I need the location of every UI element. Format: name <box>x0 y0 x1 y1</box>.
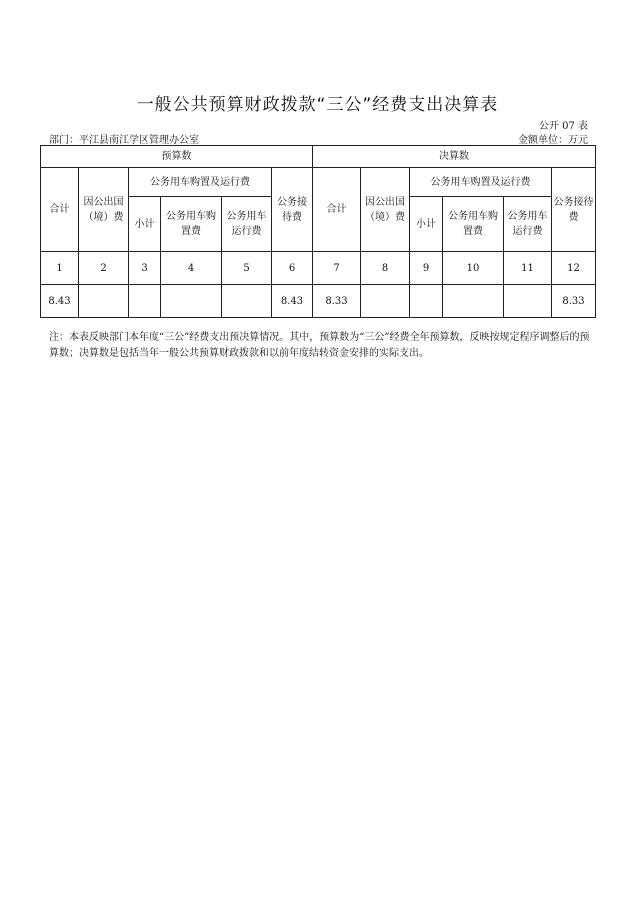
budget-total-header: 合计 <box>41 168 79 252</box>
final-vehicle-operation-value <box>504 285 552 318</box>
col-number: 1 <box>41 252 79 285</box>
col-number: 9 <box>410 252 443 285</box>
final-subtotal-header: 小计 <box>410 197 443 252</box>
col-number: 2 <box>79 252 129 285</box>
col-number: 3 <box>129 252 161 285</box>
final-subtotal-value <box>410 285 443 318</box>
final-vehicle-purchase-value <box>443 285 504 318</box>
final-total-header: 合计 <box>313 168 361 252</box>
budget-subtotal-header: 小计 <box>129 197 161 252</box>
budget-total-value: 8.43 <box>41 285 79 318</box>
final-vehicle-purchase-header: 公务用车购置费 <box>443 197 504 252</box>
col-number: 5 <box>222 252 272 285</box>
final-reception-value: 8.33 <box>552 285 596 318</box>
page-title: 一般公共预算财政拨款“三公”经费支出决算表 <box>136 95 499 115</box>
budget-header: 预算数 <box>41 146 313 168</box>
table-row <box>41 285 596 318</box>
col-number: 6 <box>272 252 313 285</box>
col-number: 8 <box>361 252 410 285</box>
col-number: 11 <box>504 252 552 285</box>
final-abroad-header: 因公出国（境）费 <box>361 168 410 252</box>
budget-abroad-header: 因公出国（境）费 <box>79 168 129 252</box>
col-number: 12 <box>552 252 596 285</box>
budget-vehicle-group-header: 公务用车购置及运行费 <box>129 168 272 197</box>
final-abroad-value <box>361 285 410 318</box>
expenditure-table <box>40 145 596 318</box>
budget-vehicle-operation-header: 公务用车运行费 <box>222 197 272 252</box>
final-total-value: 8.33 <box>313 285 361 318</box>
final-header: 决算数 <box>313 146 596 168</box>
budget-subtotal-value <box>129 285 161 318</box>
final-reception-header: 公务接待费 <box>552 168 596 252</box>
budget-reception-header: 公务接待费 <box>272 168 313 252</box>
footnote: 注：本表反映部门本年度“三公”经费支出预决算情况。其中，预算数为“三公”经费全年预算数，反映按规定程序调整后的预算数；决算数是包括当年一般公共预算财政拨款和以前年度结转资金安排的实际支出。 <box>49 332 590 359</box>
col-number: 4 <box>161 252 222 285</box>
col-number: 10 <box>443 252 504 285</box>
final-vehicle-operation-header: 公务用车运行费 <box>504 197 552 252</box>
form-number: 公开 07 表 <box>538 121 588 132</box>
amount-unit: 金额单位：万元 <box>518 135 588 146</box>
budget-reception-value: 8.43 <box>272 285 313 318</box>
budget-abroad-value <box>79 285 129 318</box>
budget-vehicle-purchase-header: 公务用车购置费 <box>161 197 222 252</box>
budget-vehicle-operation-value <box>222 285 272 318</box>
budget-vehicle-purchase-value <box>161 285 222 318</box>
final-vehicle-group-header: 公务用车购置及运行费 <box>410 168 552 197</box>
column-number-row <box>41 252 596 285</box>
department-label: 部门：平江县南江学区管理办公室 <box>49 135 199 146</box>
col-number: 7 <box>313 252 361 285</box>
